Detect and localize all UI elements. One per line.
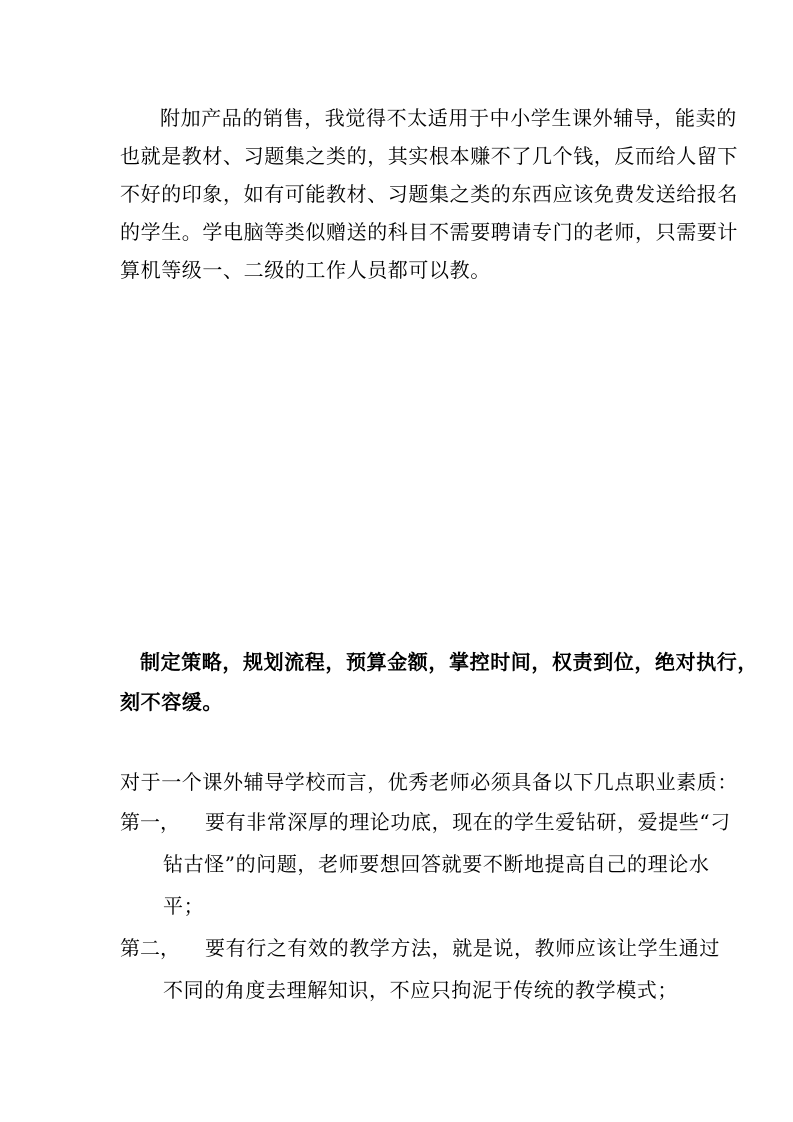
- list-line: 要有行之有效的教学方法，就是说，教师应该让学生通过: [205, 936, 720, 960]
- list-line: 平；: [163, 894, 205, 918]
- list-line: 不同的角度去理解知识，不应只拘泥于传统的教学模式；: [163, 978, 678, 1002]
- paragraph-line: 算机等级一、二级的工作人员都可以教。: [120, 258, 491, 282]
- bold-line: 刻不容缓。: [120, 690, 223, 714]
- paragraph-line: 附加产品的销售，我觉得不太适用于中小学生课外辅导，能卖的: [160, 106, 737, 130]
- paragraph-line: 不好的印象，如有可能教材、习题集之类的东西应该免费发送给报名: [120, 182, 738, 206]
- teacher-qualities-intro: 对于一个课外辅导学校而言，优秀老师必须具备以下几点职业素质：: [120, 770, 738, 794]
- list-line: 要有非常深厚的理论功底，现在的学生爱钻研，爱提些“刁: [205, 810, 731, 834]
- paragraph-line: 也就是教材、习题集之类的，其实根本赚不了几个钱，反而给人留下: [120, 144, 738, 168]
- list-line: 钻古怪”的问题，老师要想回答就要不断地提高自己的理论水: [163, 852, 710, 876]
- bold-line: 制定策略，规划流程，预算金额，掌控时间，权责到位，绝对执行，: [140, 650, 758, 674]
- list-label: 第一，: [120, 810, 180, 834]
- list-label: 第二，: [120, 936, 180, 960]
- paragraph-line: 的学生。学电脑等类似赠送的科目不需要聘请专门的老师，只需要计: [120, 220, 738, 244]
